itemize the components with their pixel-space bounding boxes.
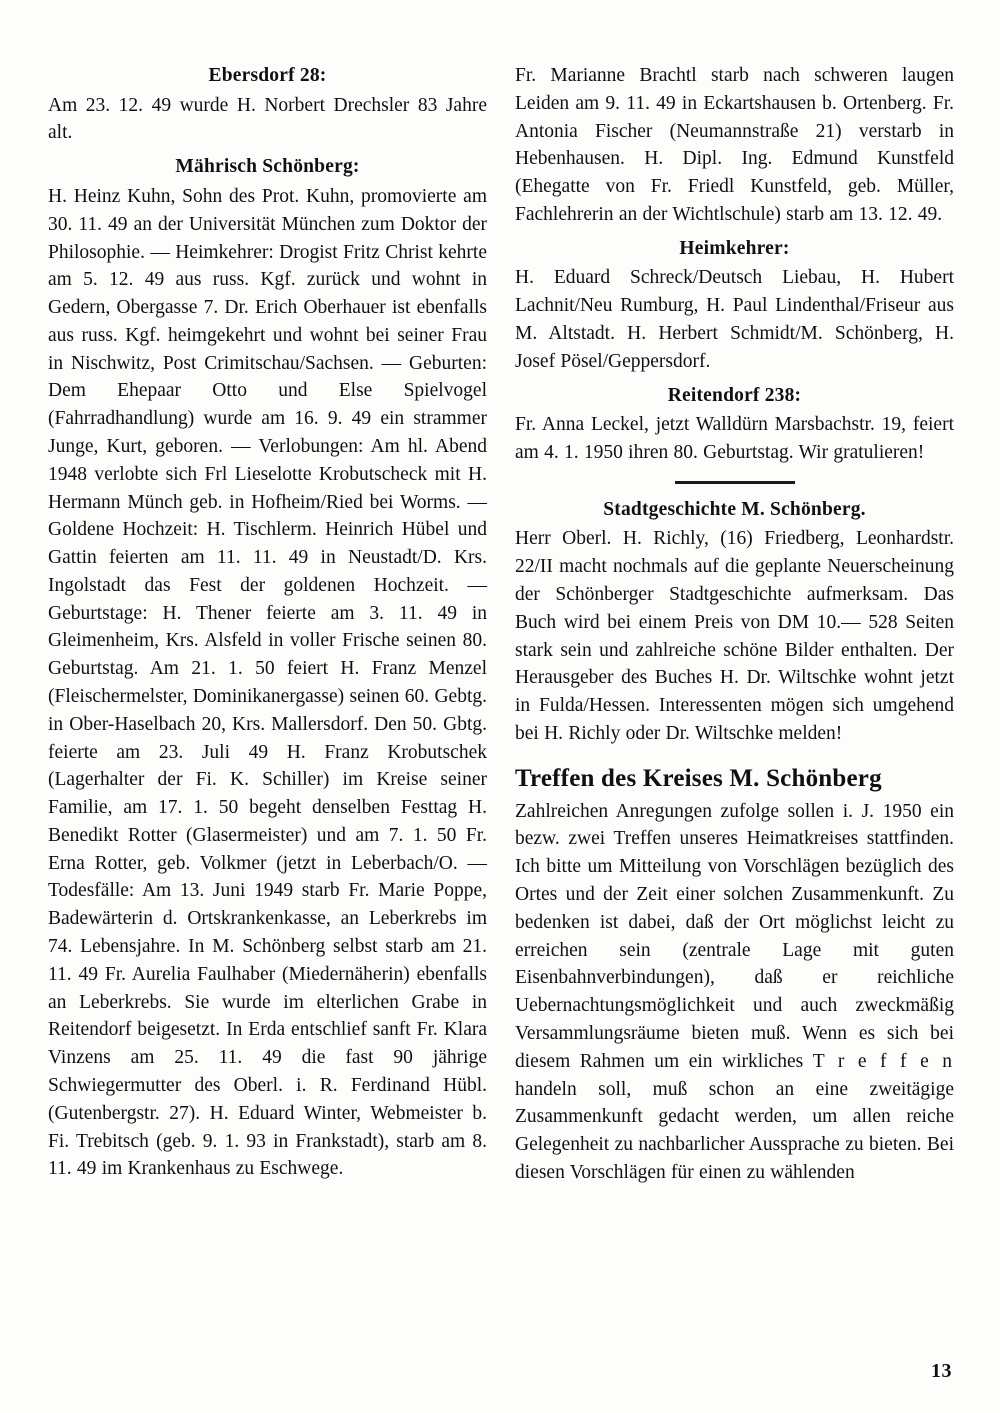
heading-reitendorf: Reitendorf 238: — [667, 384, 802, 406]
right-column — [515, 62, 954, 1187]
treffen-text-part2: handeln soll, muß schon an eine zweitägige Zusammenkunft gedacht werden, um allen reiche Gelegenheit zu nachbarlicher Aussprache zu bieten. Bei diesen Vorschlägen für einen zu wählenden — [515, 1078, 954, 1183]
paragraph-maehrisch-schoenberg: H. Heinz Kuhn, Sohn des Prot. Kuhn, promovierte am 30. 11. 49 an der Universität München zum Doktor der Philosophie. — Heimkehrer: Drogist Fritz Christ kehrte am 5. 12. 49 aus russ. Kgf. zurück und wohnt in Gedern, Obergasse 7. Dr. Erich Oberhauer ist ebenfalls aus russ. Kgf. heimgekehrt und wohnt bei seiner Frau in Nischwitz, Post Crimitschau/Sachsen. — Geburten: Dem Ehepaar Otto und Else Spielvogel (Fahrradhandlung) wurde am 16. 9. 49 ein strammer Junge, Kurt, geboren. — Verlobungen: Am hl. Abend 1948 verlobte sich Frl Lieselotte Krobutscheck mit H. Hermann Münch geb. in Hofheim/Ried bei Worms. — Goldene Hochzeit: H. Tischlerm. Heinrich Hübel und Gattin feierten am 11. 11. 49 in Neustadt/D. Krs. Ingolstadt das Fest der goldenen Hochzeit. — Geburtstage: H. Thener feierte am 3. 11. 49 in Gleimenheim, Krs. Alsfeld in voller Frische seinen 80. Geburtstag. Am 21. 1. 50 feiert H. Franz Menzel (Fleischermelster, Dominikanergasse) seinen 60. Gebtg. in Ober-Haselbach 20, Krs. Mallersdorf. Den 50. Gbtg. feierte am 23. Juli 49 H. Franz Krobutschek (Lagerhalter der Fi. K. Schiller) im Kreise seiner Familie, am 17. 1. 50 begeht denselben Festtag H. Benedikt Rotter (Glasermeister) und am 7. 1. 50 Fr. Erna Rotter, geb. Volkmer (jetzt in Leberbach/O. — Todesfälle: Am 13. Juni 1949 starb Fr. Marie Poppe, Badewärterin d. Ortskrankenkasse, an Leberkrebs im 74. Lebensjahre. In M. Schönberg selbst starb am 21. 11. 49 Fr. Aurelia Faulhaber (Miedernäherin) ebenfalls an Leberkrebs. Sie wurde im elterlichen Grabe in Reitendorf beigesetzt. In Erda entschlief sanft Fr. Klara Vinzens am 25. 11. 49 die fast 90 jährige Schwiegermutter des Oberl. i. R. Ferdinand Hübl. (Gutenbergstr. 27). H. Eduard Winter, Webmeister b. Fi. Trebitsch (geb. 9. 1. 93 in Frankstadt), starb am 8. 11. 49 im Krankenhaus zu Eschwege. — [48, 185, 487, 1180]
heading-maehrisch-schoenberg: Mährisch Schönberg: — [175, 156, 360, 178]
two-column-layout — [48, 62, 954, 1187]
paragraph-treffen — [515, 798, 954, 1187]
treffen-emphasis: T r e f f e n — [812, 1050, 954, 1072]
heading-ebersdorf: Ebersdorf 28: — [208, 65, 327, 86]
heading-treffen-des-kreises: Treffen des Kreises M. Schönberg — [515, 764, 882, 792]
paragraph-stadtgeschichte: Herr Oberl. H. Richly, (16) Friedberg, Leonhardstr. 22/II macht nochmals auf die geplante Neuerscheinung der Schönberger Stadtgeschichte aufmerksam. Das Buch wird bei einem Preis von DM 10.— 528 Seiten stark sein und zahlreiche schöne Bilder enthalten. Der Herausgeber des Buches H. Dr. Wiltschke wohnt jetzt in Fulda/Hessen. Interessenten mögen sich umgehend bei H. Richly oder Dr. Wiltschke melden! — [515, 528, 954, 744]
left-column — [48, 62, 487, 1187]
heading-stadtgeschichte: Stadtgeschichte M. Schönberg. — [603, 498, 866, 520]
paragraph-heimkehrer: H. Eduard Schreck/Deutsch Liebau, H. Hubert Lachnit/Neu Rumburg, H. Paul Lindenthal/Friseur aus M. Altstadt. H. Herbert Schmidt/M. Schönberg, H. Josef Pösel/Geppersdorf. — [515, 267, 954, 372]
paragraph-reitendorf: Fr. Anna Leckel, jetzt Walldürn Marsbachstr. 19, feiert am 4. 1. 1950 ihren 80. Geburtstag. Wir gratulieren! — [515, 414, 954, 463]
page-number: 13 — [931, 1360, 952, 1382]
paragraph-ebersdorf: Am 23. 12. 49 wurde H. Norbert Drechsler 83 Jahre alt. — [48, 94, 487, 144]
paragraph-todesfaelle-fortsetzung: Fr. Marianne Brachtl starb nach schweren laugen Leiden am 9. 11. 49 in Eckartshausen b. Ortenberg. Fr. Antonia Fischer (Neumannstraße 21) verstarb in Hebenhausen. H. Dipl. Ing. Edmund Kunstfeld (Ehegatte von Fr. Friedl Kunstfeld, geb. Müller, Fachlehrerin an der Wichtlschule) starb am 13. 12. 49. — [515, 65, 954, 225]
heading-heimkehrer: Heimkehrer: — [679, 237, 790, 259]
treffen-text-part1: Zahlreichen Anregungen zufolge sollen i. J. 1950 ein bezw. zwei Treffen unseres Heimatkreises stattfinden. Ich bitte um Mitteilung von Vorschlägen bezüglich des Ortes und der Zeit einer solchen Zusammenkunft. Zu bedenken ist dabei, daß der Ort möglichst leicht zu erreichen sein (zentrale Lage mit guten Eisenbahnverbindungen), daß er reichliche Uebernachtungsmöglichkeit und auch zweckmäßig Versammlungsräume bieten muß. Wenn es sich bei diesem Rahmen um ein wirkliches — [515, 800, 954, 1072]
section-divider — [675, 481, 795, 484]
